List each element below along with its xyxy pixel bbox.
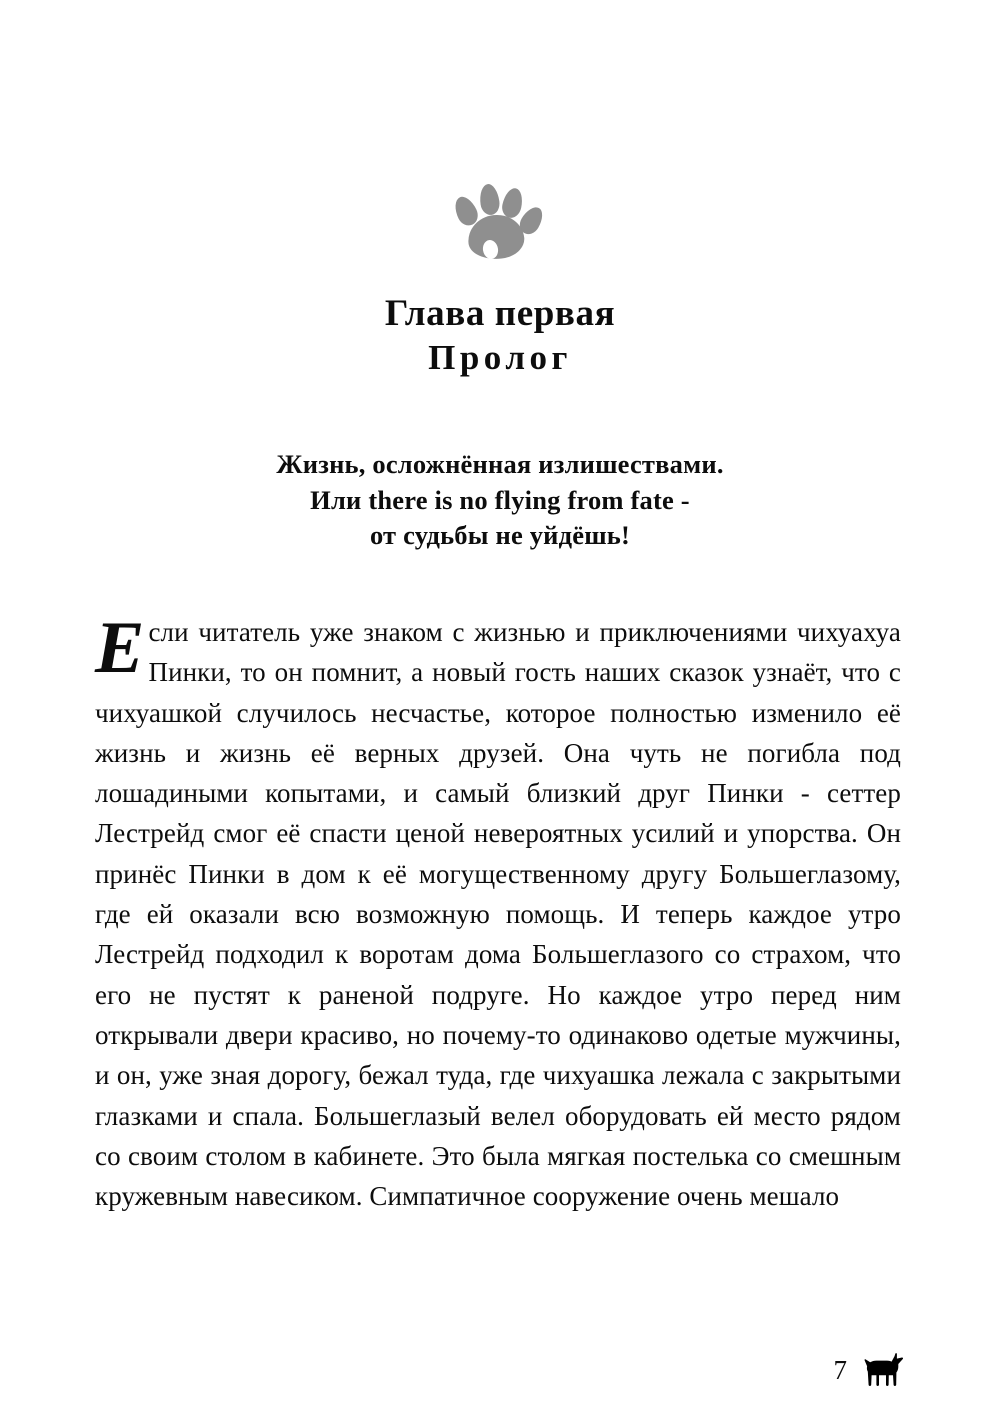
epigraph: [0, 447, 1000, 554]
epigraph-line-1: Жизнь, осложнённая излишествами.: [276, 449, 724, 479]
paw-toe-2: [478, 183, 501, 216]
page-number: 7: [833, 1354, 847, 1385]
page-footer: [834, 1353, 905, 1387]
dog-silhouette-icon: [864, 1353, 904, 1387]
body-text: [95, 607, 901, 1216]
drop-cap: Е: [95, 607, 145, 689]
paw-print-ornament: [0, 182, 1000, 260]
chapter-title: Глава первая: [384, 293, 616, 334]
epigraph-line-2: Или there is no flying from fate -: [310, 484, 690, 515]
epigraph-line-3: от судьбы не уйдёшь!: [369, 520, 631, 550]
chapter-heading: [0, 293, 1000, 379]
body-paragraph-text: сли читатель уже знаком с жизнью и приключениями чихуахуа Пинки, то он помнит, а новый гость наших сказок узнаёт, что с чихуашкой случилось несчастье, которое полностью изменило её жизнь и жизнь её верных друзей. Она чуть не погибла под лошадиными копытами, и самый близкий друг Пинки - сеттер Лестрейд смог её спасти ценой невероятных усилий и упорства. Он принёс Пинки в дом к её могущественному другу Большеглазому, где ей оказали всю возможную помощь. И теперь каждое утро Лестрейд подходил к воротам дома Большеглазого со страхом, что его не пустят к раненой подруге. Но каждое утро перед ним открывали двери красиво, но почему-то одинаково одетые мужчины, и он, уже зная дорогу, бежал туда, где чихуашка лежала с закрытыми глазками и спала. Большеглазый велел оборудовать ей место рядом со своим столом в кабинете. Это была мягкая постелька со смешным кружевным навесиком. Симпатичное сооружение очень мешало: [95, 617, 901, 1212]
paw-print-icon: [452, 182, 548, 260]
chapter-subtitle: Пролог: [428, 338, 572, 378]
body-paragraph: [95, 607, 901, 1216]
